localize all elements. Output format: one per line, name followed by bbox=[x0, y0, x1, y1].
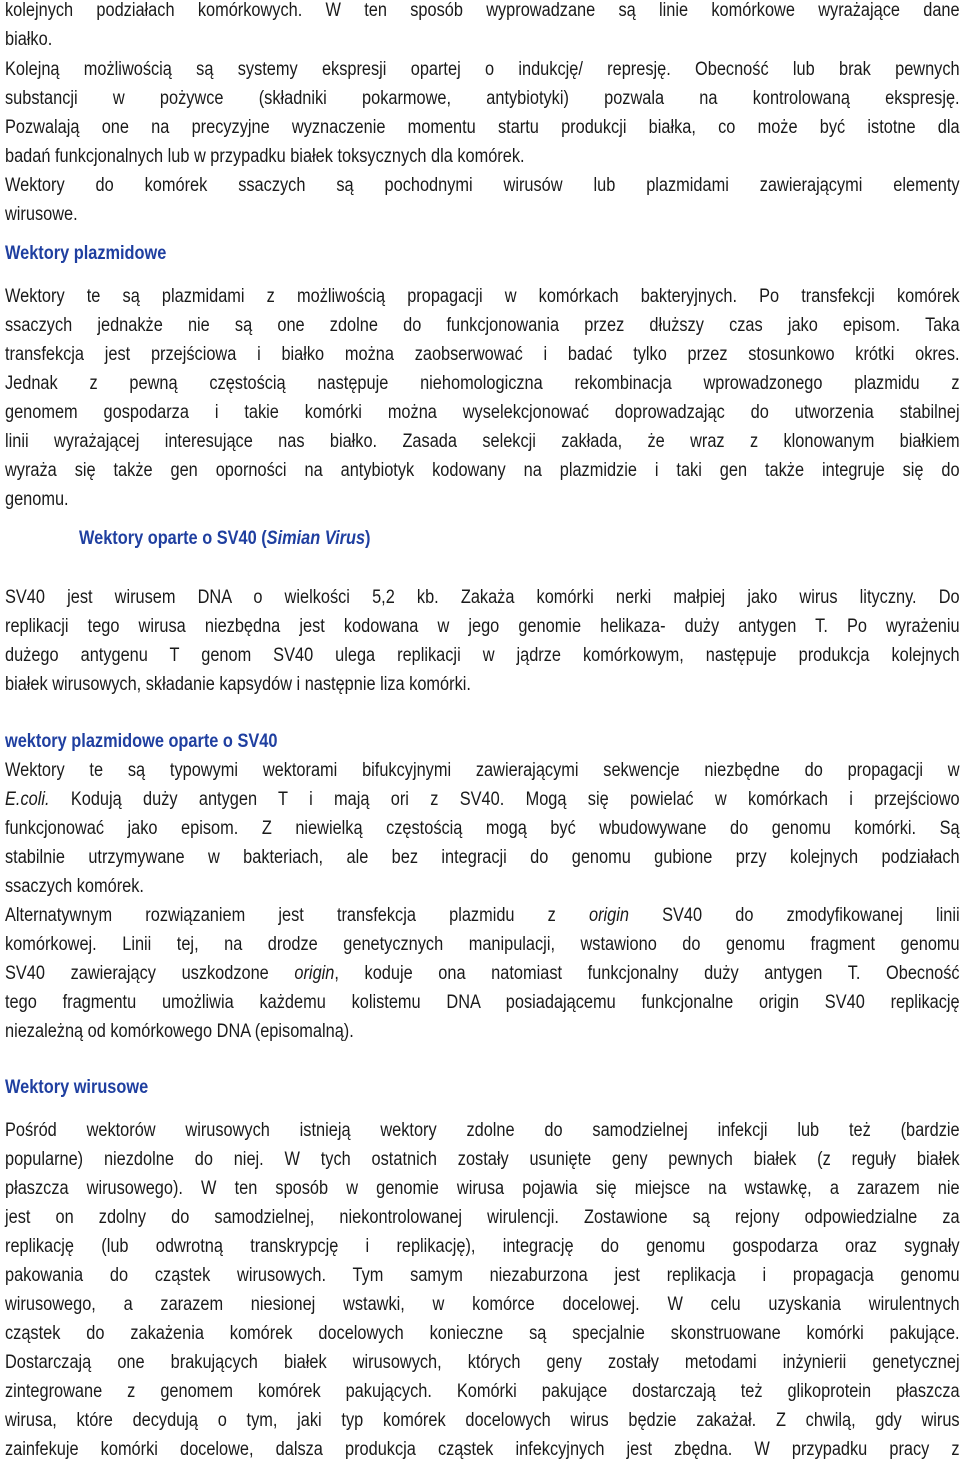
body-text-line: Wektory te są typowymi wektorami bifukcyjnymi zawierającymi sekwencje niezbędne do propagacji w bbox=[5, 760, 960, 781]
body-text-line: tego fragmentu umożliwia każdemu kolistemu DNA posiadającemu funkcjonalne origin SV40 replikację bbox=[5, 992, 960, 1013]
body-text-line: transfekcja jest przejściowa i białko można zaobserwować i badać tylko przez stosunkowo krótki okres. bbox=[5, 344, 960, 365]
body-text-line: genomem gospodarza i takie komórki można wyselekcjonować doprowadzając do utworzenia stabilnej bbox=[5, 402, 960, 423]
body-text-line: kolejnych podziałach komórkowych. W ten sposób wyprowadzane są linie komórkowe wyrażające dane bbox=[5, 0, 960, 21]
body-text-line: zintegrowane z genomem komórek pakujących. Komórki pakujące dostarczają też glikoprotein płaszcza bbox=[5, 1381, 960, 1402]
body-text-line: wyraża się także gen oporności na antybiotyk kodowany na plazmidzie i taki gen także integruje się do bbox=[5, 460, 960, 481]
body-text-line: genomu. bbox=[5, 489, 69, 510]
body-text-line: Wektory do komórek ssaczych są pochodnymi wirusów lub plazmidami zawierającymi elementy bbox=[5, 175, 960, 196]
section-heading-wektory-plazmidowe: Wektory plazmidowe bbox=[5, 243, 167, 264]
body-text-line: Alternatywnym rozwiązaniem jest transfekcja plazmidu z origin SV40 do zmodyfikowanej linii bbox=[5, 905, 960, 926]
section-heading-wektory-sv40: Wektory oparte o SV40 (Simian Virus) bbox=[79, 528, 371, 549]
body-text-line: Wektory te są plazmidami z możliwością propagacji w komórkach bakteryjnych. Po transfekcji komórek bbox=[5, 286, 960, 307]
body-text-line: wirusowego, a zarazem niesionej wstawki, w komórce docelowej. W celu uzyskania wirulentnych bbox=[5, 1294, 960, 1315]
body-text-line: zainfekuje komórki docelowe, dalsza produkcja cząstek infekcyjnych jest zbędna. W przypadku pracy z bbox=[5, 1439, 960, 1460]
body-text-line: ssaczych jednakże nie są one zdolne do funkcjonowania przez dłuższy czas jako episom. Taka bbox=[5, 315, 960, 336]
body-text-line: replikację (lub odwrotną transkrypcję i replikację), integrację do genomu gospodarza oraz sygnały bbox=[5, 1236, 960, 1257]
body-text-line: komórkowej. Linii tej, na drodze genetycznych manipulacji, wstawiono do genomu fragment genomu bbox=[5, 934, 960, 955]
body-text-line: niezależną od komórkowego DNA (episomalną). bbox=[5, 1021, 354, 1042]
body-text-line: wirusowe. bbox=[5, 204, 78, 225]
body-text-line: pakowania do cząstek wirusowych. Tym samym niezaburzona jest replikacja i propagacja genomu bbox=[5, 1265, 960, 1286]
body-text-line: badań funkcjonalnych lub w przypadku białek toksycznych dla komórek. bbox=[5, 146, 525, 167]
body-text-line: Pośród wektorów wirusowych istnieją wektory zdolne do samodzielnej infekcji lub też (bardzie bbox=[5, 1120, 960, 1141]
body-text-line: funkcjonować jako episom. Z niewielką częstością mogą być wbudowywane do genomu komórki. Są bbox=[5, 818, 960, 839]
section-heading-wektory-wirusowe: Wektory wirusowe bbox=[5, 1077, 149, 1098]
body-text-line: substancji w pożywce (składniki pokarmowe, antybiotyki) pozwala na kontrolowaną ekspresję. bbox=[5, 88, 960, 109]
body-text-line: SV40 jest wirusem DNA o wielkości 5,2 kb. Zakaża komórki nerki małpiej jako wirus lityczny. Do bbox=[5, 587, 960, 608]
body-text-line: Kolejną możliwością są systemy ekspresji opartej o indukcję/ represję. Obecność lub brak pewnych bbox=[5, 59, 960, 80]
body-text-line: replikacji tego wirusa niezbędna jest kodowana w jego genomie helikaza- duży antygen T. Po wyrażeniu bbox=[5, 616, 960, 637]
body-text-line: linii wyrażającej interesujące nas białko. Zasada selekcji zakłada, że wraz z klonowanym białkiem bbox=[5, 431, 960, 452]
body-text-line: popularne) niezdolne do niej. W tych ostatnich zostały usunięte geny pewnych białek (z reguły białek bbox=[5, 1149, 960, 1170]
body-text-line: białek wirusowych, składanie kapsydów i następnie liza komórki. bbox=[5, 674, 471, 695]
body-text-line: ssaczych komórek. bbox=[5, 876, 144, 897]
body-text-line: płaszcza wirusowego). W ten sposób w genomie wirusa pojawia się miejsce na wstawkę, a zarazem nie bbox=[5, 1178, 960, 1199]
body-text-line: Dostarczają one brakujących białek wirusowych, których geny zostały metodami inżynierii genetycznej bbox=[5, 1352, 960, 1373]
body-text-line: SV40 zawierający uszkodzone origin, koduje ona natomiast funkcjonalny duży antygen T. Obecność bbox=[5, 963, 960, 984]
body-text-line: Pozwalają one na precyzyjne wyznaczenie momentu startu produkcji białka, co może być istotne dla bbox=[5, 117, 960, 138]
body-text-line: cząstek do zakażenia komórek docelowych konieczne są specjalnie skonstruowane komórki pakujące. bbox=[5, 1323, 960, 1344]
body-text-line: białko. bbox=[5, 29, 53, 50]
body-text-line: Jednak z pewną częstością następuje niehomologiczna rekombinacja wprowadzonego plazmidu z bbox=[5, 373, 960, 394]
body-text-line: jest on zdolny do samodzielnej, niekontrolowanej wirulencji. Zostawione są rejony odpowiedzialne za bbox=[5, 1207, 960, 1228]
section-heading-wektory-plazmidowe-sv40: wektory plazmidowe oparte o SV40 bbox=[5, 731, 278, 752]
body-text-line: wirusa, które decydują o tym, jaki typ komórek docelowych wirus będzie zakażał. Z chwilą, gdy wirus bbox=[5, 1410, 960, 1431]
body-text-line: dużego antygenu T genom SV40 ulega replikacji w jądrze komórkowym, następuje produkcja kolejnych bbox=[5, 645, 960, 666]
body-text-line: E.coli. Kodują duży antygen T i mają ori z SV40. Mogą się powielać w komórkach i przejściowo bbox=[5, 789, 960, 810]
body-text-line: stabilnie utrzymywane w bakteriach, ale bez integracji do genomu gubione przy kolejnych podziałach bbox=[5, 847, 960, 868]
